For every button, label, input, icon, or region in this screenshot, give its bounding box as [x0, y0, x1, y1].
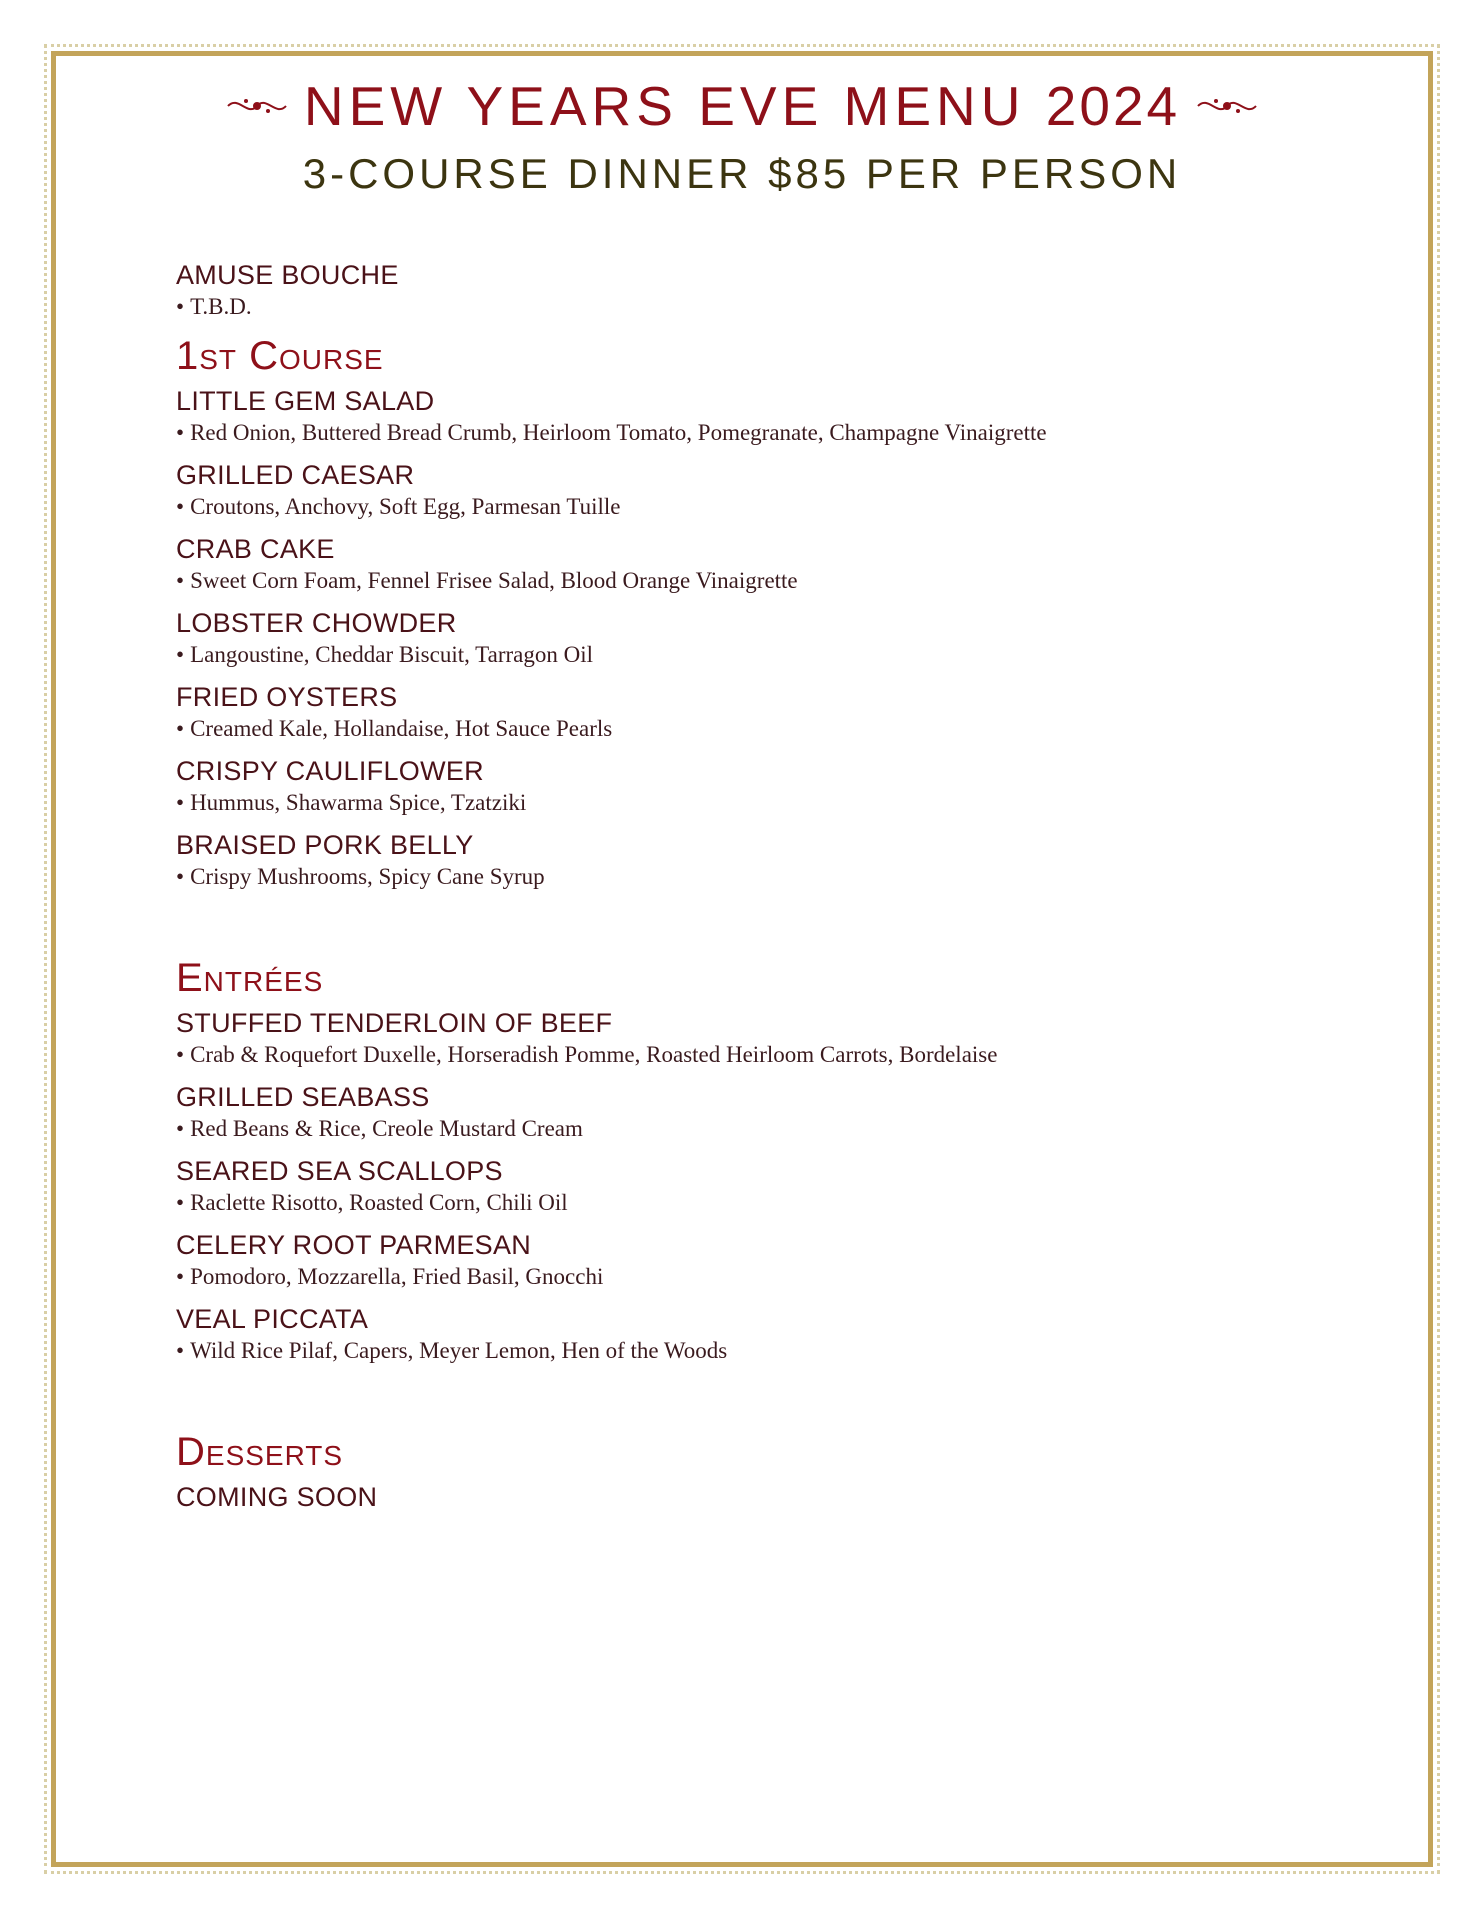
- bullet-icon: •: [176, 864, 185, 889]
- bullet-icon: •: [176, 790, 185, 815]
- item-desc-text: Crispy Mushrooms, Spicy Cane Syrup: [190, 864, 545, 889]
- bullet-icon: •: [176, 716, 185, 741]
- item-desc-text: T.B.D.: [190, 294, 252, 319]
- menu-item: [176, 1302, 1326, 1366]
- item-desc: [176, 418, 1326, 448]
- item-desc-text: Sweet Corn Foam, Fennel Frisee Salad, Blood Orange Vinaigrette: [190, 568, 798, 593]
- ornament-icon: [1194, 91, 1260, 121]
- item-name: GRILLED CAESAR: [176, 460, 415, 490]
- bullet-icon: •: [176, 420, 185, 445]
- menu-item: [176, 532, 1326, 596]
- item-desc: [176, 292, 1326, 322]
- bullet-icon: •: [176, 494, 185, 519]
- item-desc: [176, 1188, 1326, 1218]
- item-name: CRAB CAKE: [176, 534, 335, 564]
- item-desc-text: Red Beans & Rice, Creole Mustard Cream: [190, 1116, 583, 1141]
- item-desc: [176, 1262, 1326, 1292]
- item-desc-text: Pomodoro, Mozzarella, Fried Basil, Gnocchi: [190, 1264, 604, 1289]
- menu-item: [176, 680, 1326, 744]
- item-desc-text: Red Onion, Buttered Bread Crumb, Heirloom Tomato, Pomegranate, Champagne Vinaigrette: [190, 420, 1047, 445]
- menu-item: [176, 1006, 1326, 1070]
- item-desc: [176, 640, 1326, 670]
- desserts-note: COMING SOON: [176, 1482, 378, 1512]
- item-name: FRIED OYSTERS: [176, 682, 398, 712]
- menu-item: [176, 458, 1326, 522]
- item-name: CELERY ROOT PARMESAN: [176, 1230, 532, 1260]
- menu-item: [176, 384, 1326, 448]
- section-title-desserts: Desserts: [176, 1430, 344, 1474]
- item-desc: [176, 492, 1326, 522]
- item-desc-text: Raclette Risotto, Roasted Corn, Chili Oil: [190, 1190, 568, 1215]
- item-name: CRISPY CAULIFLOWER: [176, 756, 484, 786]
- bullet-icon: •: [176, 1042, 185, 1067]
- item-desc: [176, 1114, 1326, 1144]
- page-title: [304, 74, 1180, 138]
- item-desc: [176, 788, 1326, 818]
- section-title-entrees: Entrées: [176, 956, 324, 1000]
- menu-item: [176, 754, 1326, 818]
- item-desc: [176, 1040, 1326, 1070]
- bullet-icon: •: [176, 1190, 185, 1215]
- item-name: AMUSE BOUCHE: [176, 260, 399, 290]
- item-desc-text: Wild Rice Pilaf, Capers, Meyer Lemon, Hen of the Woods: [190, 1338, 728, 1363]
- bullet-icon: •: [176, 1338, 185, 1363]
- bullet-icon: •: [176, 642, 185, 667]
- title-row: [51, 74, 1433, 138]
- amuse-bouche-item: [176, 258, 1326, 322]
- item-name: BRAISED PORK BELLY: [176, 830, 474, 860]
- item-desc: [176, 566, 1326, 596]
- menu-item: [176, 828, 1326, 892]
- item-name: VEAL PICCATA: [176, 1304, 369, 1334]
- item-desc: [176, 714, 1326, 744]
- item-desc-text: Langoustine, Cheddar Biscuit, Tarragon Oil: [190, 642, 594, 667]
- section-title-first-course: 1st Course: [176, 334, 384, 378]
- bullet-icon: •: [176, 1264, 185, 1289]
- menu-item: [176, 606, 1326, 670]
- menu-header: [51, 74, 1433, 198]
- item-desc: [176, 862, 1326, 892]
- item-desc-text: Crab & Roquefort Duxelle, Horseradish Pomme, Roasted Heirloom Carrots, Bordelaise: [190, 1042, 998, 1067]
- page-subtitle: 3-COURSE DINNER $85 PER PERSON: [302, 150, 1182, 197]
- item-name: LOBSTER CHOWDER: [176, 608, 457, 638]
- bullet-icon: •: [176, 568, 185, 593]
- section-spacer: [176, 902, 1326, 950]
- title-year: 2024: [1045, 75, 1181, 137]
- menu-item: [176, 1228, 1326, 1292]
- item-name: LITTLE GEM SALAD: [176, 386, 435, 416]
- ornament-icon: [224, 91, 290, 121]
- item-desc-text: Creamed Kale, Hollandaise, Hot Sauce Pearls: [190, 716, 613, 741]
- bullet-icon: •: [176, 294, 185, 319]
- menu-content: [176, 258, 1326, 1514]
- item-desc-text: Hummus, Shawarma Spice, Tzatziki: [190, 790, 527, 815]
- item-desc: [176, 1336, 1326, 1366]
- bullet-icon: •: [176, 1116, 185, 1141]
- title-text: NEW YEARS EVE MENU: [303, 75, 1026, 137]
- menu-item: [176, 1154, 1326, 1218]
- item-name: GRILLED SEABASS: [176, 1082, 430, 1112]
- item-name: SEARED SEA SCALLOPS: [176, 1156, 503, 1186]
- item-desc-text: Croutons, Anchovy, Soft Egg, Parmesan Tuille: [190, 494, 621, 519]
- section-spacer: [176, 1376, 1326, 1424]
- menu-item: [176, 1080, 1326, 1144]
- item-name: STUFFED TENDERLOIN OF BEEF: [176, 1008, 613, 1038]
